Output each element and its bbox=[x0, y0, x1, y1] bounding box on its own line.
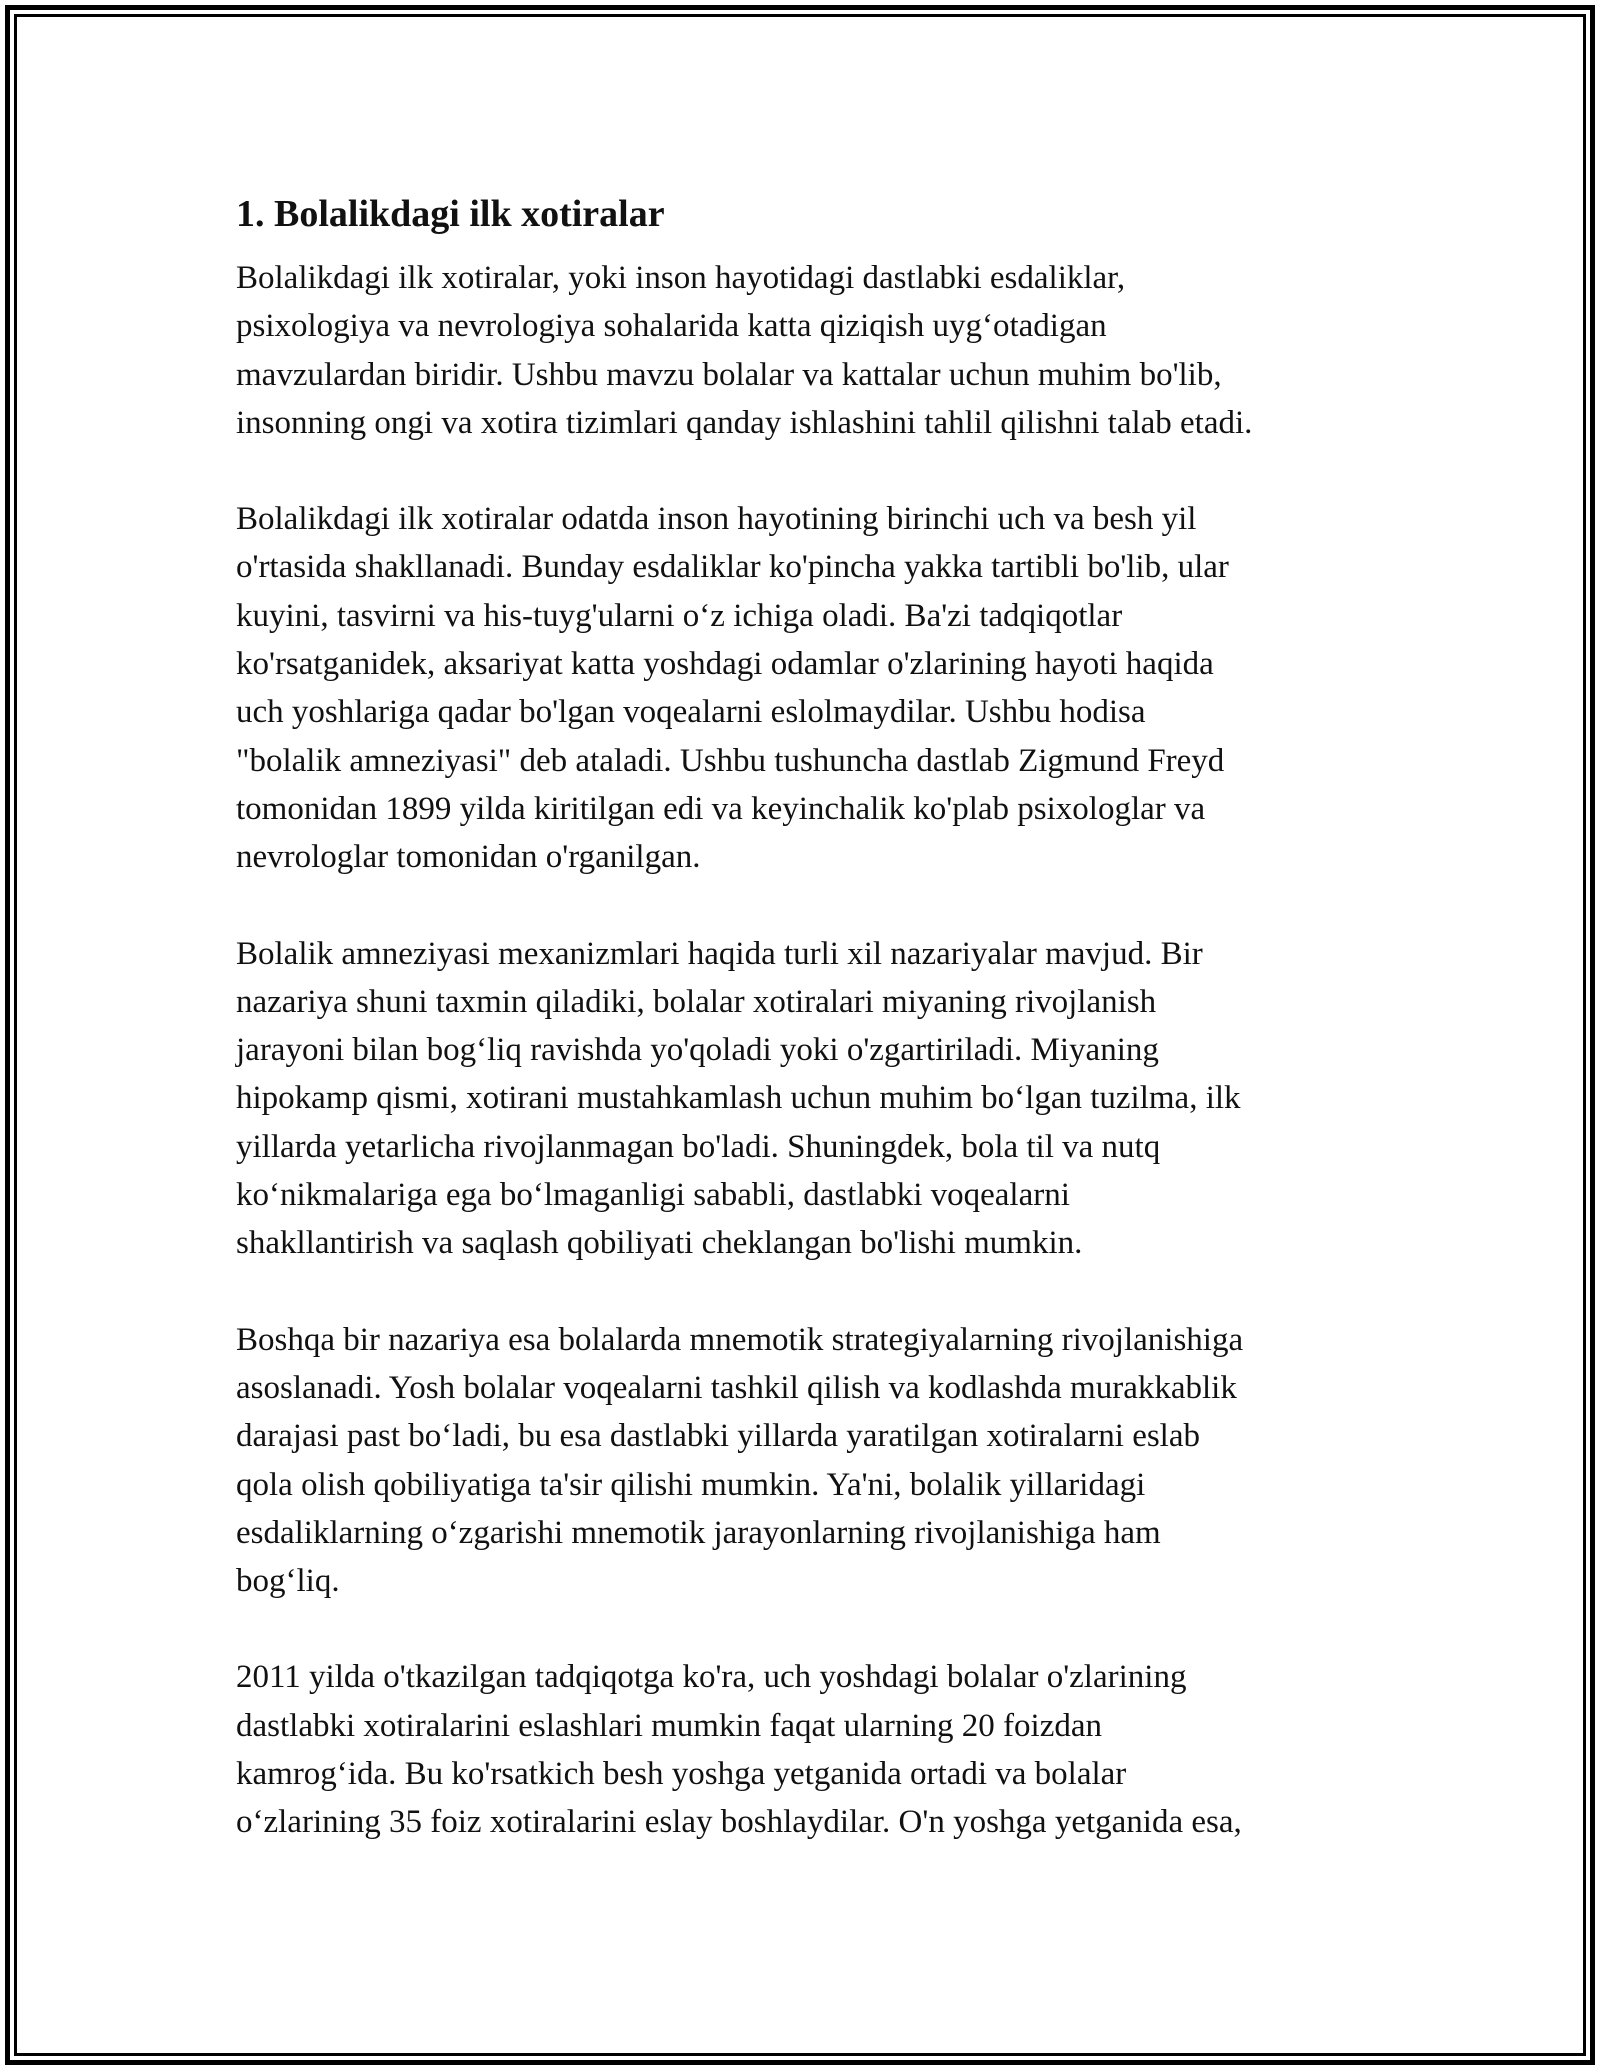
paragraph-line: yillarda yetarlicha rivojlanmagan bo'ladi. Shuningdek, bola til va nutq bbox=[236, 1128, 1161, 1165]
paragraph-line: asoslanadi. Yosh bolalar voqealarni tashkil qilish va kodlashda murakkablik bbox=[236, 1369, 1237, 1406]
paragraph-4 bbox=[236, 1316, 1396, 1606]
paragraph-line: jarayoni bilan bog‘liq ravishda yo'qoladi yoki o'zgartiriladi. Miyaning bbox=[236, 1032, 1159, 1069]
paragraph-line: bog‘liq. bbox=[236, 1563, 340, 1600]
paragraph-1 bbox=[236, 254, 1396, 447]
paragraph-line: kamrog‘ida. Bu ko'rsatkich besh yoshga yetganida ortadi va bolalar bbox=[236, 1756, 1127, 1793]
paragraph-line: o'rtasida shakllanadi. Bunday esdaliklar ko'pincha yakka tartibli bo'lib, ular bbox=[236, 549, 1229, 586]
paragraph-line: kuyini, tasvirni va his-tuyg'ularni o‘z ichiga oladi. Ba'zi tadqiqotlar bbox=[236, 597, 1123, 634]
paragraph-line: insonning ongi va xotira tizimlari qanday ishlashini tahlil qilishni talab etadi. bbox=[236, 404, 1253, 441]
paragraph-line: dastlabki xotiralarini eslashlari mumkin faqat ularning 20 foizdan bbox=[236, 1707, 1103, 1744]
paragraph-line: tomonidan 1899 yilda kiritilgan edi va keyinchalik ko'plab psixologlar va bbox=[236, 790, 1206, 827]
paragraph-line: uch yoshlariga qadar bo'lgan voqealarni eslolmaydilar. Ushbu hodisa bbox=[236, 694, 1146, 731]
paragraph-2 bbox=[236, 495, 1396, 881]
paragraph-line: qola olish qobiliyatiga ta'sir qilishi mumkin. Ya'ni, bolalik yillaridagi bbox=[236, 1466, 1146, 1503]
paragraph-line: Bolalikdagi ilk xotiralar odatda inson hayotining birinchi uch va besh yil bbox=[236, 501, 1197, 538]
paragraph-3 bbox=[236, 930, 1396, 1268]
paragraph-5 bbox=[236, 1653, 1396, 1846]
paragraph-line: shakllantirish va saqlash qobiliyati cheklangan bo'lishi mumkin. bbox=[236, 1225, 1083, 1262]
document-body bbox=[236, 186, 1396, 1895]
section-heading: 1. Bolalikdagi ilk xotiralar bbox=[236, 193, 665, 235]
paragraph-line: o‘zlarining 35 foiz xotiralarini eslay boshlaydilar. O'n yoshga yetganida esa, bbox=[236, 1804, 1242, 1841]
paragraph-line: ko'rsatganidek, aksariyat katta yoshdagi odamlar o'zlarining hayoti haqida bbox=[236, 646, 1214, 683]
paragraph-line: "bolalik amneziyasi" deb ataladi. Ushbu tushuncha dastlab Zigmund Freyd bbox=[236, 742, 1225, 779]
paragraph-line: hipokamp qismi, xotirani mustahkamlash uchun muhim bo‘lgan tuzilma, ilk bbox=[236, 1080, 1241, 1117]
paragraph-line: esdaliklarning o‘zgarishi mnemotik jarayonlarning rivojlanishiga ham bbox=[236, 1514, 1161, 1551]
paragraph-line: nevrologlar tomonidan o'rganilgan. bbox=[236, 839, 701, 876]
paragraph-line: Bolalikdagi ilk xotiralar, yoki inson hayotidagi dastlabki esdaliklar, bbox=[236, 260, 1126, 296]
paragraph-line: Bolalik amneziyasi mexanizmlari haqida turli xil nazariyalar mavjud. Bir bbox=[236, 935, 1203, 972]
paragraph-line: psixologiya va nevrologiya sohalarida katta qiziqish uyg‘otadigan bbox=[236, 308, 1107, 345]
paragraph-line: mavzulardan biridir. Ushbu mavzu bolalar va kattalar uchun muhim bo'lib, bbox=[236, 356, 1222, 393]
paragraph-line: nazariya shuni taxmin qiladiki, bolalar xotiralari miyaning rivojlanish bbox=[236, 983, 1157, 1020]
paragraph-line: 2011 yilda o'tkazilgan tadqiqotga ko'ra, uch yoshdagi bolalar o'zlarining bbox=[236, 1659, 1187, 1696]
paragraph-line: Boshqa bir nazariya esa bolalarda mnemotik strategiyalarning rivojlanishiga bbox=[236, 1321, 1244, 1358]
paragraph-line: darajasi past bo‘ladi, bu esa dastlabki yillarda yaratilgan xotiralarni eslab bbox=[236, 1418, 1200, 1455]
paragraph-line: ko‘nikmalariga ega bo‘lmaganligi sababli, dastlabki voqealarni bbox=[236, 1177, 1070, 1214]
